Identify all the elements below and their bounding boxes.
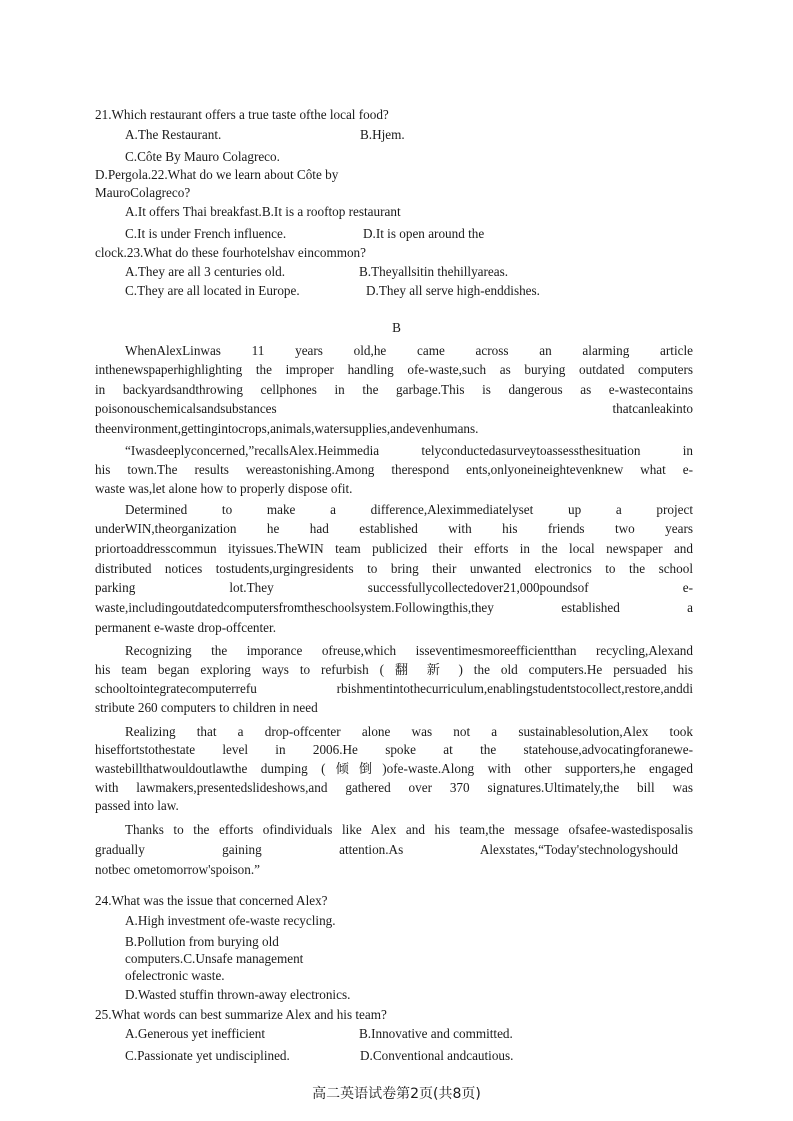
passage-line: stribute 260 computers to children in need xyxy=(95,700,318,715)
passage-line: wastebillthatwouldoutlawthe dumping (倾倒)ofe-waste.Along with other supporters,he engaged xyxy=(95,761,693,776)
q23-option-b: B.Theyallsitin thehillyareas. xyxy=(359,264,509,279)
q21-option-c: C.Côte By Mauro Colagreco. xyxy=(125,149,280,164)
passage-line: Determined to make a difference,Aleximmediatelyset up a project xyxy=(125,502,693,517)
passage-line: Realizing that a drop-offcenter alone was not a sustainablesolution,Alex took xyxy=(125,724,693,739)
passage-line: priortoaddresscommun ityissues.TheWIN team publicized their efforts in the local newspaper and xyxy=(95,541,693,556)
passage-line: his team began exploring ways to refurbish ( 翻 新 ) the old computers.He persuaded his xyxy=(95,662,693,677)
passage-line: distributed notices tostudents,urgingresidents to bring their unwanted electronics to the school xyxy=(95,561,693,576)
passage-line: schooltointegratecomputerrefu rbishmentintothecurriculum,enablingstudentstocollect,restore,anddi xyxy=(95,681,693,696)
q22-option-c: C.It is under French influence. xyxy=(125,226,287,241)
passage-line: waste was,let alone how to properly dispose ofit. xyxy=(95,481,353,496)
passage-line: his town.The results wereastonishing.Among therespond ents,onlyoneineightevenknew what e- xyxy=(95,462,693,477)
q25-option-d: D.Conventional andcautious. xyxy=(360,1048,514,1063)
passage-line: Thanks to the efforts ofindividuals like Alex and his team,the message ofsafee-wastedisposalis xyxy=(125,822,693,837)
q24-stem: 24.What was the issue that concerned Alex? xyxy=(95,893,328,908)
q21-option-b: B.Hjem. xyxy=(360,127,405,142)
passage-line: theenvironment,gettingintocrops,animals,watersupplies,andevenhumans. xyxy=(95,421,479,436)
q23-option-a: A.They are all 3 centuries old. xyxy=(125,264,286,279)
q24-option-d: D.Wasted stuffin thrown-away electronics. xyxy=(125,987,351,1002)
page-footer: 高二英语试卷第2页(共8页) xyxy=(312,1086,481,1102)
q24-option-a: A.High investment ofe-waste recycling. xyxy=(125,913,336,928)
q21-stem: 21.Which restaurant offers a true taste ofthe local food? xyxy=(95,107,389,122)
q24-option-b: B.Pollution from burying old xyxy=(125,934,279,949)
q23-stem: clock.23.What do these fourhotelshav eincommon? xyxy=(95,245,366,260)
q21-option-a: A.The Restaurant. xyxy=(125,127,222,142)
passage-line: gradually gaining attention.As Alexstates,“Today'stechnologyshould xyxy=(95,842,678,857)
q25-option-a: A.Generous yet inefficient xyxy=(125,1026,266,1041)
q23-option-d: D.They all serve high-enddishes. xyxy=(366,283,540,298)
q24-option-b-cont: computers.C.Unsafe management xyxy=(125,951,304,966)
passage-line: with lawmakers,presentedslideshows,and gathered over 370 signatures.Ultimately,the bill was xyxy=(95,780,693,795)
q24-option-c-cont: ofelectronic waste. xyxy=(125,968,225,983)
q25-stem: 25.What words can best summarize Alex and his team? xyxy=(95,1007,387,1022)
passage-line: poisonouschemicalsandsubstances thatcanleakinto xyxy=(95,401,693,416)
q23-option-c: C.They are all located in Europe. xyxy=(125,283,300,298)
q25-option-b: B.Innovative and committed. xyxy=(359,1026,513,1041)
q22-stem-line1: D.Pergola.22.What do we learn about Côte by xyxy=(95,167,339,182)
passage-line: permanent e-waste drop-offcenter. xyxy=(95,620,276,635)
passage-heading: B xyxy=(392,320,401,335)
passage-line: parking lot.They successfullycollectedover21,000poundsof e- xyxy=(95,580,693,595)
passage-line: hiseffortstothestate level in 2006.He spoke at the statehouse,advocatingforanewe- xyxy=(95,742,693,757)
passage-line: passed into law. xyxy=(95,798,179,813)
passage-line: underWIN,theorganization he had established with his friends two years xyxy=(95,521,693,536)
passage-line: in backyardsandthrowing cellphones in the garbage.This is dangerous as e-wastecontains xyxy=(95,382,693,397)
passage-line: notbec ometomorrow'spoison.” xyxy=(95,862,260,877)
q22-options-ab: A.It offers Thai breakfast.B.It is a rooftop restaurant xyxy=(125,204,401,219)
passage-line: Recognizing the imporance ofreuse,which isseventimesmoreefficientthan recycling,Alexand xyxy=(125,643,693,658)
q25-option-c: C.Passionate yet undisciplined. xyxy=(125,1048,290,1063)
passage-line: “Iwasdeeplyconcerned,”recallsAlex.Heimmedia telyconductedasurveytoassessthesituation in xyxy=(125,443,693,458)
q22-option-d: D.It is open around the xyxy=(363,226,485,241)
passage-line: WhenAlexLinwas 11 years old,he came across an alarming article xyxy=(125,343,693,358)
passage-line: waste,includingoutdatedcomputersfromtheschoolsystem.Followingthis,they established a xyxy=(95,600,693,615)
q22-stem-line2: MauroColagreco? xyxy=(95,185,191,200)
passage-line: inthenewspaperhighlighting the improper handling ofe-waste,such as burying outdated computers xyxy=(95,362,693,377)
